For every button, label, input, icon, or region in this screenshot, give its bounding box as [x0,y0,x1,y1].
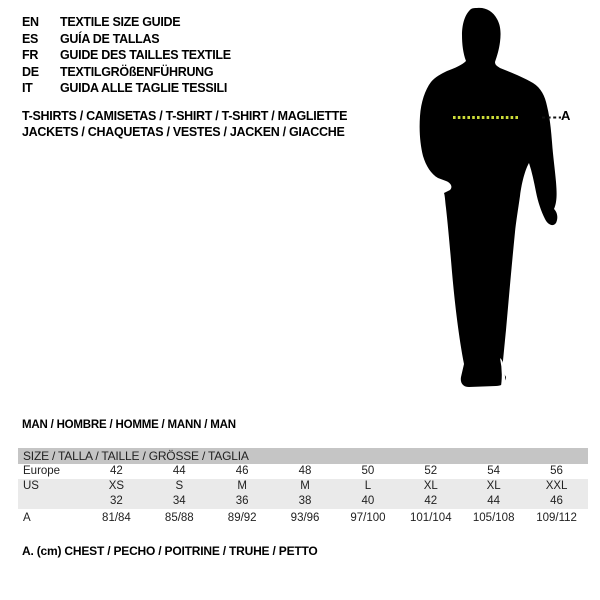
man-silhouette-figure [405,0,600,400]
size-value: XXL [545,480,568,492]
size-table [18,448,588,527]
size-value: 46 [235,465,249,477]
size-value: S [175,480,184,492]
size-table-header: SIZE / TALLA / TAILLE / GRÖSSE / TAGLIA [18,448,588,464]
language-code: FR [22,48,39,63]
size-value: 36 [235,495,249,507]
language-row-it [22,80,231,97]
size-value: M [237,480,247,492]
language-code: IT [22,81,33,96]
garment-categories [22,109,347,140]
size-value: 46 [550,495,563,507]
size-value: 89/92 [227,512,257,524]
language-code: EN [22,15,39,29]
size-value: 34 [172,495,186,507]
size-value: XL [423,480,438,492]
size-value: 42 [110,465,123,477]
table-row-europe [18,464,588,479]
size-value: 109/112 [536,512,577,524]
size-value: 101/104 [410,512,452,524]
table-row-us [18,479,588,494]
size-value: 44 [487,495,501,507]
language-code: ES [22,31,39,46]
size-value: M [300,480,310,492]
table-row-numeric [18,494,588,509]
category-tshirts: T-SHIRTS / CAMISETAS / T-SHIRT / T-SHIRT / MAGLIETTE [22,109,348,123]
row-label [18,494,85,509]
size-value: 38 [298,495,312,507]
size-value: 50 [361,465,375,477]
row-label: Europe [23,465,61,477]
language-row-es [22,31,231,48]
size-value: 48 [298,465,312,477]
size-value: 85/88 [164,512,194,524]
size-value: 52 [424,465,438,477]
row-label: US [23,480,39,492]
section-title-man: MAN / HOMBRE / HOMME / MANN / MAN [22,419,236,431]
size-value: 40 [361,495,375,507]
size-value: 81/84 [102,512,131,524]
size-value: XS [108,480,125,492]
language-row-en [22,14,231,31]
measure-label-a: A [561,108,571,123]
size-value: 44 [172,465,186,477]
language-list [22,14,231,97]
size-value: L [364,480,372,492]
language-label: TEXTILE SIZE GUIDE [60,15,181,29]
size-value: 32 [110,495,123,507]
language-label: GUIDE DES TAILLES TEXTILE [60,48,231,63]
row-label: A [23,512,31,524]
language-row-fr [22,47,231,64]
language-label: TEXTILGRÖßENFÜHRUNG [60,64,214,79]
man-silhouette [405,0,600,400]
size-value: 93/96 [290,512,320,524]
category-jackets: JACKETS / CHAQUETAS / VESTES / JACKEN / GIACCHE [22,124,345,139]
size-value: 105/108 [472,512,515,524]
language-code: DE [22,64,39,79]
language-label: GUIDA ALLE TAGLIE TESSILI [60,81,228,96]
table-row-chest-cm [18,509,588,527]
size-value: XL [486,480,501,492]
size-value: 54 [487,465,501,477]
language-row-de [22,64,231,81]
language-label: GUÍA DE TALLAS [60,31,160,46]
footnote-chest-measure: A. (cm) CHEST / PECHO / POITRINE / TRUHE / PETTO [22,544,318,558]
size-value: 56 [550,465,563,477]
size-value: 42 [424,495,438,507]
size-value: 97/100 [350,512,386,524]
